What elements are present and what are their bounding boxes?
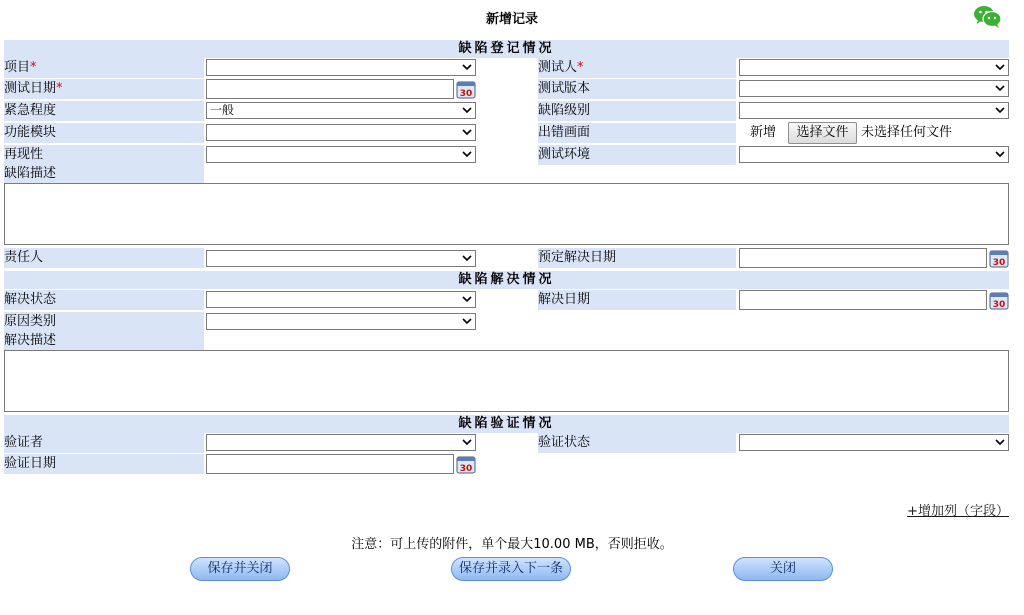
urgency-select[interactable]	[206, 102, 476, 119]
resolve-date-label: 解决日期	[538, 290, 736, 310]
verify-status-select[interactable]	[739, 434, 1009, 451]
chevron-down-icon	[462, 104, 472, 116]
project-label: 项目*	[4, 58, 204, 78]
test-version-label: 测试版本	[538, 79, 736, 99]
add-column-link[interactable]: +增加列（字段）	[907, 504, 1009, 519]
test-env-select[interactable]	[739, 146, 1009, 163]
chevron-down-icon	[995, 436, 1005, 448]
chevron-down-icon	[995, 148, 1005, 160]
verifier-select[interactable]	[206, 434, 476, 451]
defect-desc-label: 缺陷描述	[4, 165, 204, 183]
defect-level-select[interactable]	[739, 102, 1009, 119]
calendar-day: 30	[992, 258, 1006, 268]
urgency-label: 紧急程度	[4, 101, 204, 121]
resolve-status-select[interactable]	[206, 291, 476, 308]
owner-select[interactable]	[206, 250, 476, 267]
chevron-down-icon	[462, 436, 472, 448]
resolve-date-input[interactable]	[739, 290, 987, 310]
chevron-down-icon	[462, 61, 472, 73]
chevron-down-icon	[462, 126, 472, 138]
verifier-label: 验证者	[4, 433, 204, 453]
save-close-button[interactable]: 保存并关闭	[190, 557, 290, 581]
file-status: 未选择任何文件	[861, 125, 953, 140]
error-screen-prefix: 新增	[750, 125, 777, 140]
tester-label: 测试人*	[538, 58, 736, 78]
tester-select[interactable]	[739, 59, 1009, 76]
error-screen-label: 出错画面	[538, 123, 736, 143]
project-select[interactable]	[206, 59, 476, 76]
calendar-icon[interactable]	[456, 454, 476, 474]
verify-date-label: 验证日期	[4, 454, 204, 474]
defect-level-label: 缺陷级别	[538, 101, 736, 121]
calendar-icon[interactable]	[989, 290, 1009, 310]
calendar-day: 30	[992, 300, 1006, 310]
test-date-input[interactable]	[206, 79, 454, 99]
verify-status-label: 验证状态	[538, 433, 736, 453]
choose-file-button[interactable]: 选择文件	[788, 122, 857, 144]
calendar-day: 30	[459, 464, 473, 474]
reproducibility-label: 再现性	[4, 145, 204, 165]
resolve-desc-textarea[interactable]	[4, 350, 1009, 412]
section-verify: 缺陷验证情况	[4, 415, 1009, 433]
planned-date-input[interactable]	[739, 248, 987, 268]
wechat-icon[interactable]	[973, 4, 1003, 30]
upload-note: 注意：可上传的附件，单个最大10.00 MB，否则拒收。	[351, 537, 673, 552]
resolve-desc-label: 解决描述	[4, 332, 204, 350]
calendar-icon[interactable]	[989, 248, 1009, 268]
owner-label: 责任人	[4, 248, 204, 268]
save-next-button[interactable]: 保存并录入下一条	[451, 557, 571, 581]
chevron-down-icon	[995, 82, 1005, 94]
calendar-icon[interactable]	[456, 79, 476, 99]
chevron-down-icon	[462, 293, 472, 305]
chevron-down-icon	[462, 252, 472, 264]
chevron-down-icon	[462, 315, 472, 327]
chevron-down-icon	[995, 104, 1005, 116]
test-version-select[interactable]	[739, 80, 1009, 97]
test-date-label: 测试日期*	[4, 79, 204, 99]
cause-type-select[interactable]	[206, 313, 476, 330]
window-title: 新增记录	[485, 12, 538, 27]
reproducibility-select[interactable]	[206, 146, 476, 163]
close-button[interactable]: 关闭	[733, 557, 833, 581]
verify-date-input[interactable]	[206, 454, 454, 474]
module-select[interactable]	[206, 124, 476, 141]
chevron-down-icon	[462, 148, 472, 160]
cause-type-label: 原因类别	[4, 312, 204, 332]
urgency-value: 一般	[210, 103, 235, 117]
section-resolve: 缺陷解决情况	[4, 271, 1009, 289]
module-label: 功能模块	[4, 123, 204, 143]
calendar-day: 30	[459, 89, 473, 99]
resolve-status-label: 解决状态	[4, 290, 204, 310]
planned-date-label: 预定解决日期	[538, 248, 736, 268]
test-env-label: 测试环境	[538, 145, 736, 165]
chevron-down-icon	[995, 61, 1005, 73]
section-register: 缺陷登记情况	[4, 40, 1009, 58]
defect-desc-textarea[interactable]	[4, 183, 1009, 245]
